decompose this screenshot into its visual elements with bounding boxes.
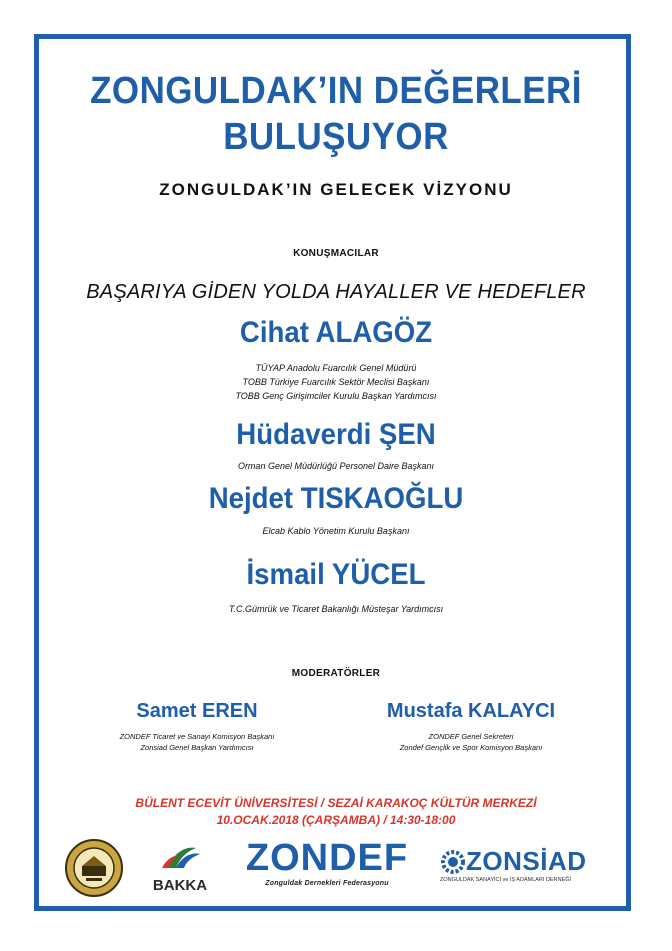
- event-datetime: 10.OCAK.2018 (ÇARŞAMBA) / 14:30-18:00: [216, 813, 456, 827]
- moderator-name: Mustafa KALAYCI: [386, 700, 556, 722]
- speaker-role: Elcab Kablo Yönetim Kurulu Başkanı: [262, 526, 410, 536]
- moderator-role: ZONDEF Genel Sekreteri: [428, 732, 514, 741]
- speaker-role: Orman Genel Müdürlüğü Personel Daire Başkanı: [237, 461, 435, 471]
- speaker-name: İsmail YÜCEL: [246, 558, 426, 591]
- speaker-role: TÜYAP Anadolu Fuarcılık Genel Müdürü: [255, 363, 417, 373]
- speaker-role: TOBB Genç Girişimciler Kurulu Başkan Yardımcısı: [235, 391, 437, 401]
- moderators-label: MODERATÖRLER: [291, 668, 381, 679]
- event-title-line-2: BULUŞUYOR: [223, 116, 449, 158]
- bakka-logo: [140, 842, 220, 892]
- speaker-name: Cihat ALAGÖZ: [239, 316, 433, 349]
- speaker-name: Nejdet TISKAOĞLU: [208, 482, 464, 515]
- zondef-wordmark: ZONDEF: [245, 837, 409, 879]
- moderator-block: [341, 700, 601, 753]
- zonsiad-subtitle: ZONGULDAK SANAYİCİ ve İŞ ADAMLARI DERNEĞİ: [440, 877, 572, 883]
- speaker-role: T.C.Gümrük ve Ticaret Bakanlığı Müsteşar Yardımcısı: [228, 604, 444, 614]
- moderator-role: ZONDEF Ticaret ve Sanayi Komisyon Başkanı: [119, 732, 275, 741]
- speaker-role: TOBB Türkiye Fuarcılık Sektör Meclisi Başkanı: [242, 377, 430, 387]
- theme-line: BAŞARIYA GİDEN YOLDA HAYALLER VE HEDEFLER: [86, 281, 586, 303]
- zonsiad-logo: [440, 846, 615, 891]
- speaker-name: Hüdaverdi ŞEN: [236, 418, 436, 451]
- gear-icon: [440, 849, 466, 875]
- chamber-seal-logo: [64, 838, 124, 898]
- bakka-wave-icon: [140, 842, 220, 872]
- moderator-name: Samet EREN: [136, 700, 258, 722]
- speakers-label: KONUŞMACILAR: [293, 248, 379, 259]
- zondef-logo: [232, 837, 422, 897]
- seal-icon: [64, 838, 124, 898]
- event-subtitle: ZONGULDAK’IN GELECEK VİZYONU: [159, 180, 513, 199]
- moderator-block: [67, 700, 327, 753]
- zonsiad-wordmark: ZONSİAD: [466, 846, 587, 876]
- moderator-role: Zondef Gençlik ve Spor Komisyon Başkanı: [399, 743, 543, 752]
- event-venue: BÜLENT ECEVİT ÜNİVERSİTESİ / SEZAİ KARAKOÇ KÜLTÜR MERKEZİ: [135, 796, 537, 810]
- bakka-wordmark: BAKKA: [152, 877, 208, 894]
- moderator-role: Zonsiad Genel Başkan Yardımcısı: [140, 743, 254, 752]
- zondef-subtitle: Zonguldak Dernekleri Federasyonu: [265, 880, 389, 887]
- event-title-line-1: ZONGULDAK’IN DEĞERLERİ: [90, 70, 582, 112]
